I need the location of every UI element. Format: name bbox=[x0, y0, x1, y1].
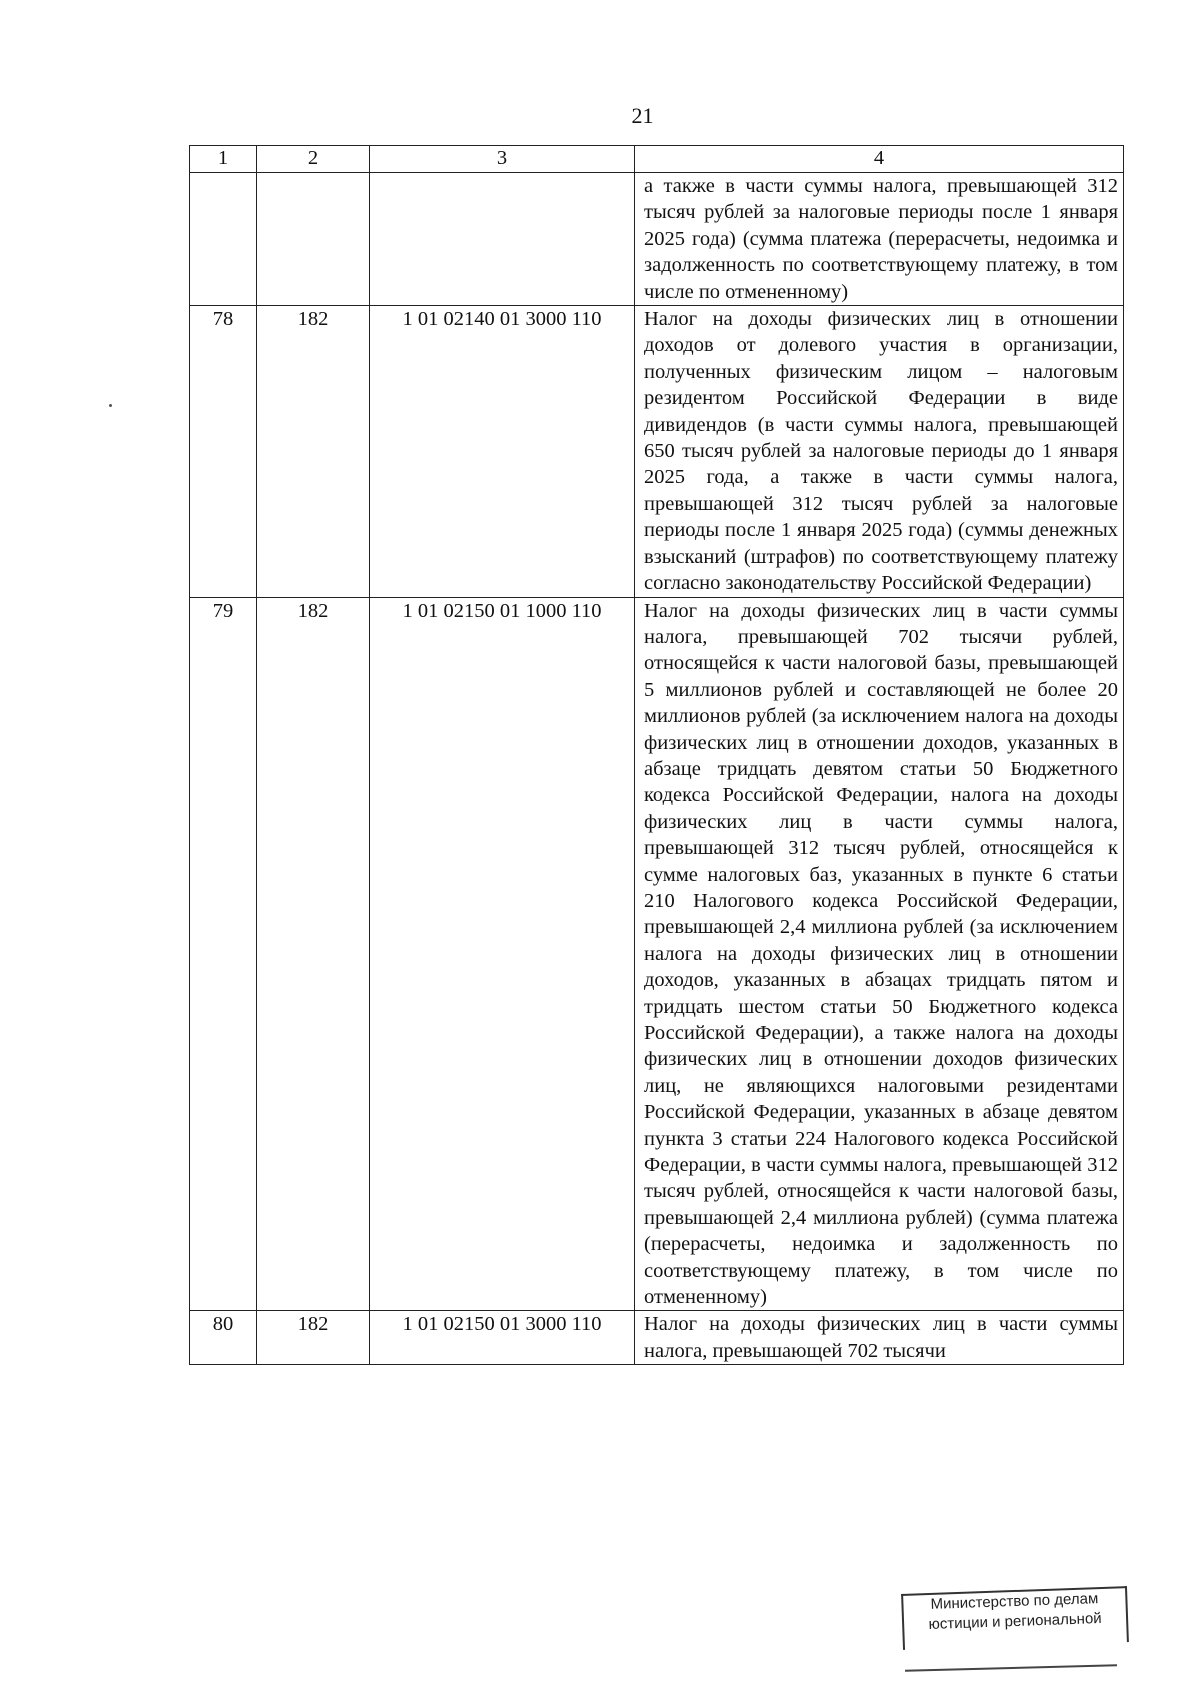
margin-mark bbox=[109, 404, 112, 407]
stamp-line-2: юстиции и региональной bbox=[928, 1609, 1102, 1634]
budget-classification-code: 1 01 02150 01 1000 110 bbox=[370, 597, 635, 1311]
income-description: а также в части суммы налога, превышающей 312 тысяч рублей за налоговые периоды после 1 января 2025 года) (сумма платежа (перерасчеты, недоимка и задолженность по соответствующему платежу, в том числе по отмененному) bbox=[635, 173, 1124, 306]
page-number: 21 bbox=[631, 103, 654, 128]
table-row bbox=[190, 306, 1124, 597]
budget-classification-code: 1 01 02140 01 3000 110 bbox=[370, 306, 635, 597]
row-number bbox=[190, 173, 257, 306]
admin-code: 182 bbox=[257, 1311, 370, 1365]
header-col-1: 1 bbox=[190, 146, 257, 173]
ministry-stamp bbox=[901, 1586, 1129, 1650]
stamp-underline bbox=[905, 1664, 1117, 1672]
admin-code: 182 bbox=[257, 597, 370, 1311]
header-col-4: 4 bbox=[635, 146, 1124, 173]
budget-codes-table bbox=[189, 145, 1124, 1365]
table-row bbox=[190, 597, 1124, 1311]
admin-code: 182 bbox=[257, 306, 370, 597]
row-number: 78 bbox=[190, 306, 257, 597]
budget-classification-code bbox=[370, 173, 635, 306]
row-number: 80 bbox=[190, 1311, 257, 1365]
row-number: 79 bbox=[190, 597, 257, 1311]
budget-classification-code: 1 01 02150 01 3000 110 bbox=[370, 1311, 635, 1365]
table-header-row bbox=[190, 146, 1124, 173]
income-description: Налог на доходы физических лиц в части суммы налога, превышающей 702 тысячи рублей, относящейся к части налоговой базы, превышающей 5 миллионов рублей и составляющей не более 20 миллионов рублей (за исключением налога на доходы физических лиц в отношении доходов, указанных в абзаце тридцать девятом статьи 50 Бюджетного кодекса Российской Федерации, налога на доходы физических лиц в части суммы налога, превышающей 312 тысяч рублей, относящейся к сумме налоговых баз, указанных в пункте 6 статьи 210 Налогового кодекса Российской Федерации, превышающей 2,4 миллиона рублей (за исключением налога на доходы физических лиц в отношении доходов, указанных в абзацах тридцать пятом и тридцать шестом статьи 50 Бюджетного кодекса Российской Федерации), а также налога на доходы физических лиц в отношении доходов физических лиц, не являющихся налоговыми резидентами Российской Федерации, указанных в абзаце девятом пункта 3 статьи 224 Налогового кодекса Российской Федерации, в части суммы налога, превышающей 312 тысяч рублей, относящейся к части налоговой базы, превышающей 2,4 миллиона рублей) (сумма платежа (перерасчеты, недоимка и задолженность по соответствующему платежу, в том числе по отмененному) bbox=[635, 597, 1124, 1311]
table-row bbox=[190, 173, 1124, 306]
income-description: Налог на доходы физических лиц в части суммы налога, превышающей 702 тысячи bbox=[635, 1311, 1124, 1365]
income-description: Налог на доходы физических лиц в отношении доходов от долевого участия в организации, полученных физическим лицом – налоговым резидентом Российской Федерации в виде дивидендов (в части суммы налога, превышающей 650 тысяч рублей за налоговые периоды до 1 января 2025 года, а также в части суммы налога, превышающей 312 тысяч рублей за налоговые периоды после 1 января 2025 года) (суммы денежных взысканий (штрафов) по соответствующему платежу согласно законодательству Российской Федерации) bbox=[635, 306, 1124, 597]
header-col-2: 2 bbox=[257, 146, 370, 173]
table-row bbox=[190, 1311, 1124, 1365]
admin-code bbox=[257, 173, 370, 306]
stamp-line-1: Министерство по делам bbox=[930, 1590, 1099, 1613]
header-col-3: 3 bbox=[370, 146, 635, 173]
